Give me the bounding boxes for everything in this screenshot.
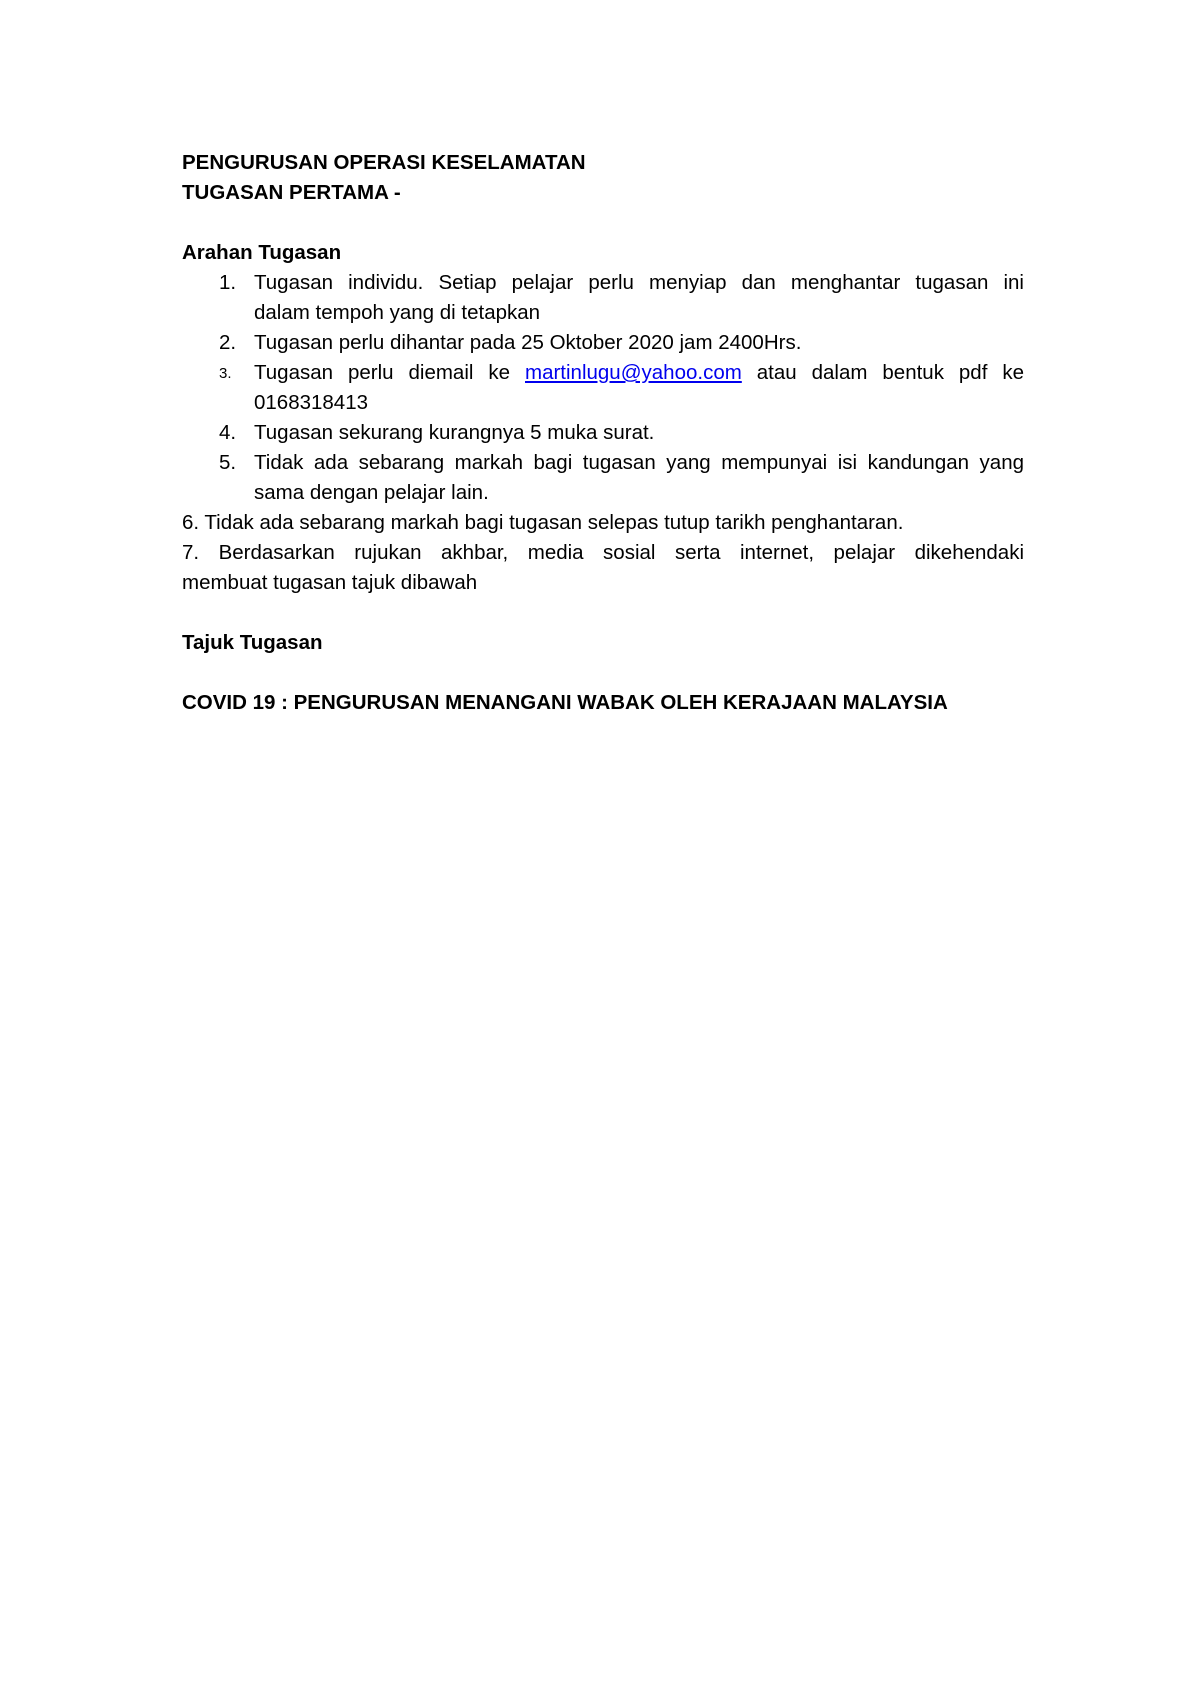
list-item-text: Tugasan sekurang kurangnya 5 muka surat. — [254, 421, 655, 444]
list-item-text: Tugasan individu. Setiap pelajar perlu menyiap dan menghantar tugasan ini — [254, 271, 1024, 294]
list-item-1 — [182, 268, 1024, 328]
topic-title: COVID 19 : PENGURUSAN MENANGANI WABAK OLEH KERAJAAN MALAYSIA — [182, 691, 948, 714]
list-item-text-continued: dalam tempoh yang di tetapkan — [254, 301, 541, 324]
list-item-2 — [182, 328, 1024, 358]
blank-line — [182, 208, 1024, 238]
list-item-number: 5. — [219, 451, 237, 474]
list-item-text-prefix: Tugasan perlu diemail ke — [254, 361, 525, 384]
topic-heading: Tajuk Tugasan — [182, 631, 323, 654]
instruction-item-7-line-2: membuat tugasan tajuk dibawah — [182, 571, 478, 594]
list-item-5 — [182, 448, 1024, 508]
list-item-text: Tidak ada sebarang markah bagi tugasan yang mempunyai isi kandungan yang — [254, 451, 1024, 474]
list-item-text-suffix: atau dalam bentuk pdf ke — [741, 361, 1024, 384]
list-item-text-continued: sama dengan pelajar lain. — [254, 481, 489, 504]
instruction-item-7-line-1: 7. Berdasarkan rujukan akhbar, media sosial serta internet, pelajar dikehendaki — [182, 541, 1024, 564]
list-item-number: 3. — [219, 365, 232, 382]
document-heading-1: PENGURUSAN OPERASI KESELAMATAN — [182, 151, 586, 174]
list-item-number: 1. — [219, 271, 237, 294]
list-item-text-continued: 0168318413 — [254, 391, 369, 414]
list-item-4 — [182, 418, 1024, 448]
email-link[interactable]: martinlugu@yahoo.com — [525, 361, 742, 384]
instructions-list — [182, 268, 1024, 508]
instructions-heading: Arahan Tugasan — [182, 241, 342, 264]
blank-line — [182, 598, 1024, 628]
list-item-text: Tugasan perlu dihantar pada 25 Oktober 2020 jam 2400Hrs. — [254, 331, 802, 354]
document-body — [182, 148, 1024, 718]
list-item-number: 4. — [219, 421, 237, 444]
blank-line — [182, 658, 1024, 688]
instruction-item-6: 6. Tidak ada sebarang markah bagi tugasan selepas tutup tarikh penghantaran. — [182, 511, 904, 534]
document-heading-2: TUGASAN PERTAMA - — [182, 181, 401, 204]
list-item-number: 2. — [219, 331, 237, 354]
list-item-text — [254, 358, 1024, 388]
list-item-3 — [182, 358, 1024, 418]
